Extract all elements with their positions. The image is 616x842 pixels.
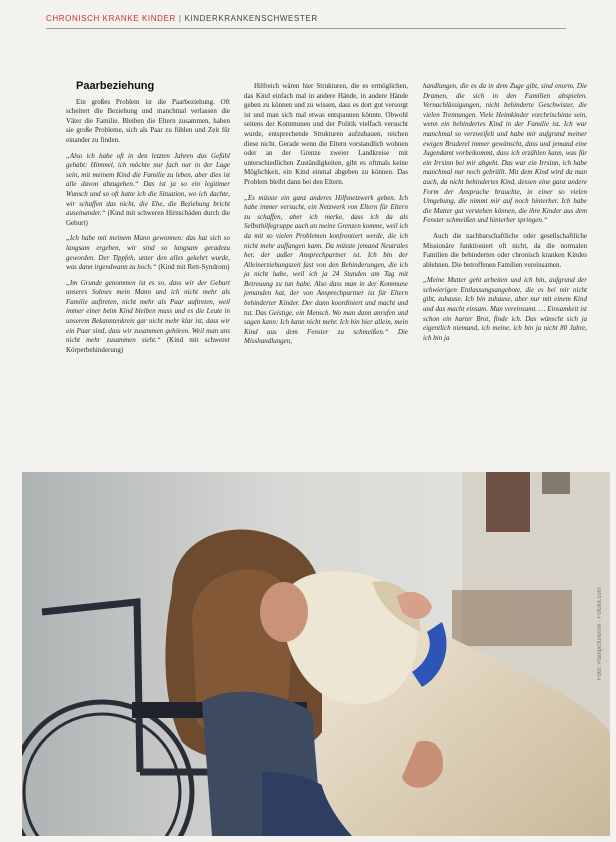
quote-paragraph: „Im Grunde genommen ist es so, dass wir der Geburt unseres Sohnes mein Mann und ich nicht mehr als Familie auftreten, nicht mehr als Paar auftreten, weil immer einer beim Kind bleiben muss und es die Leute in unserem Bekanntenkreis gar nicht mehr klar ist, dass wir ein Paar sind, dass wir zusammen gehören. Weil man uns nicht mehr zusammen sieht.“ (Kind mit schwerer Körperbehinderung) <box>66 278 230 354</box>
section-title: CHRONISCH KRANKE KINDER <box>46 14 176 23</box>
quote-paragraph: handlungen, die es da in dem Zuge gibt, sind enorm. Die Dramen, die sich in den Familien abspielen. Vernachlässigungen, nicht behinderte Geschwister, die vielen Trennungen. Viele Heimkinder vorchrischinte sein, wenn ein behindertes Kind in der Familie ist. Ich war manchmal so verzweifelt und habe mir aufgrund meiner ewigen Bruderel immer gewünscht, dass und jemand eine Jugendamt vorbeikommt, dass ich erzählen kann, was für ein Irrsinn bei mir abgeht. Das war ein Irrsinn, ich habe manchmal nur noch gebrüllt. Mit dem Kind wird da man auch, da nicht behindertes Kind, dessen eine ganz andere Form der Ansprache brauchte, in einer so vielen Umgebung, die nimmt mir auf noch hinterher. Ich habe die Mutter gut verstehen können, die ihre Kinder aus dem Fenster schmeißen und hinterher springen.“ <box>423 82 587 225</box>
magazine-title: KINDERKRANKENSCHWESTER <box>184 14 318 23</box>
running-header <box>46 14 546 30</box>
article-column-1 <box>66 82 230 361</box>
quote-source: (Kind mit Rett-Syndrom) <box>158 263 230 272</box>
quote-paragraph: „Ich habe mit meinem Mann gewonnen: das hat sich so langsam ergeben, wir sind so langsam geradezu geworden. Der Tippfeh, unter den alles gekehrt wurde, was dann irgendwann zu hoch.“ (Kind mit Rett-Syndrom) <box>66 234 230 272</box>
quote-paragraph: „Es müsste ein ganz anderes Hilfsnetzwerk geben. Ich habe immer versucht, ein Netzwerk von Eltern für Eltern zu schaffen, aber ich merke, dass ich da als Selbsthilfegruppe auch an meine Grenzen komme, weil ich da mit so vielen Problemen konfrontiert werde, die ich nicht mehr auffangen kann. Da müsste jemand Neutrales her, der außer Ansprechpartner ist. Ich bin der Alleinerziehungszeit fast von den Behinderungen, die ich ja nicht habe, weil ich ja 24 Stunden am Tag mit Betreuung zu tun habe. Also dass man in der Kommune jemanden hat, der von Ansprechpartner ist für Eltern behinderter Kinder. Der dann koordiniert und macht und tut. Das Geistige, ein Mensch. Wo man dann anrufen und sagen kann: Ich kann nicht mehr. Ich bin hier allein, mein Kind aus dem Fenster zu schmeißen.“ Die Misshandlungen, <box>244 193 408 346</box>
paragraph: Hilfreich wären hier Strukturen, die es ermöglichen, das Kind einfach mal in andere Hände, in andere Hände geben zu können und zu wissen, dass es dort gut versorgt ist und man sich mal etwas entspannen könnte. Obwohl seitens der Kommunen und der Politik vielfach versucht wurde, entsprechende Strukturen aufzubauen, reichen diese nicht. Gerade wenn die Eltern vorstandlich wohnen oder an der Grenze zweier Landkreise mit unterschiedlichen Zuständigkeiten, gibt es oftmals keine Möglichkeit, ein Kind einmal abgeben zu können. Das Problem bleibt dann bei den Eltern. <box>244 82 408 186</box>
article-column-3 <box>423 82 587 349</box>
photo-credit: Foto: Plainpicture/mk · Fotolia.com <box>597 587 603 680</box>
header-separator: | <box>178 14 182 23</box>
quote-paragraph: „Meine Mutter geht arbeiten und ich bin, aufgrund der schwierigen Entlassungsangebote, die es bei mir nicht gibt, zuhause. Ich bin zuhause, aber nur mit einem Kind und das macht einsam. Man vereinsamt. … Einsamkeit ist schon ein harter Brot, finde ich. Das wünscht sich ja eigentlich niemand, ich meine, ich bin ja nicht 80 Jahre, ich bin ja <box>423 276 587 342</box>
header-rule <box>46 28 566 29</box>
paragraph: Auch die nachbarschaftliche oder gesellschaftliche Missionäre funktioniert oft nicht, da die normalen Familien die behinderten oder chronisch kranken Kindes ablehnen. Die betroffenen Familien vereinsamen. <box>423 231 587 269</box>
girl-hugging-dog-icon <box>22 472 610 836</box>
quote-source: (Kind mit schwerer Körperbehinderung) <box>66 336 230 354</box>
paragraph: Ein großes Problem ist die Paarbeziehung. Oft scheitert die Beziehung und manchmal verlassen die Väter die Familie. Bleiben die Eltern zusammen, haben sie große Probleme, sich als Paar zu fühlen und Zeit für einander zu finden. <box>66 97 230 144</box>
quote-paragraph: „Also ich habe oft in den letzten Jahren das Gefühl gehabt: Himmel, ich möchte nur fach nur in der Lage sein, mit meinem Kind die Familie zu leben, aber dies ist alle davon abzugehen.“ Das ist ja so ein legitimer Wunsch und so oft hatte ich die Situation, wo ich dachte, wir schaffen das nicht, die Ehe, die Beziehung bricht auseinander.“ (Kind mit schweren Hirnschäden durch die Geburt) <box>66 151 230 227</box>
article-photo <box>22 472 610 836</box>
quote-source: (Kind mit schweren Hirnschäden durch die Geburt) <box>66 209 230 227</box>
section-heading: Paarbeziehung <box>76 80 155 92</box>
article-column-2 <box>244 82 408 353</box>
